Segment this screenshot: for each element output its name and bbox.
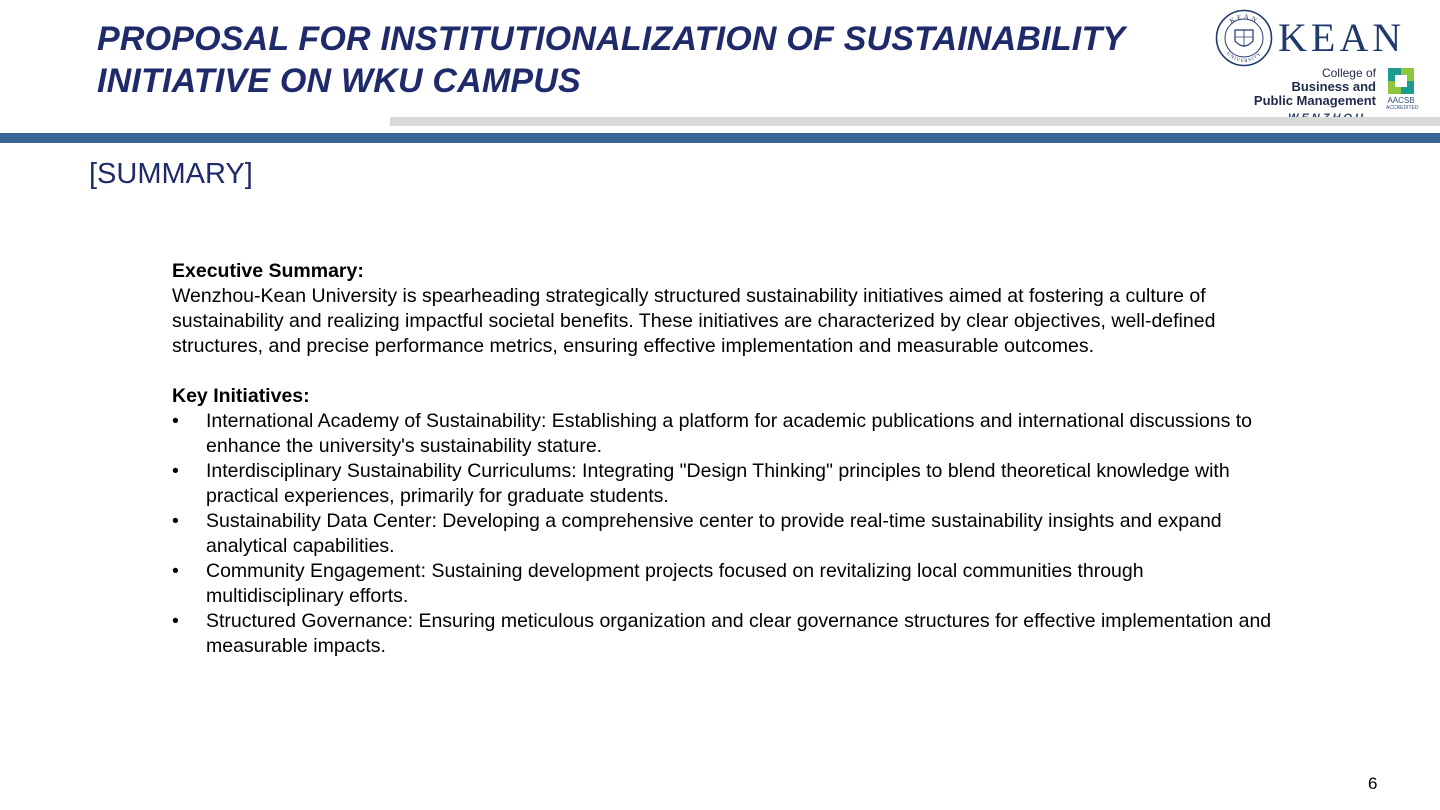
summary-content <box>172 259 1272 659</box>
executive-summary-body: Wenzhou-Kean University is spearheading strategically structured sustainability initiatives aimed at fostering a culture of sustainability and realizing impactful societal benefits. These initiatives are characterized by clear objectives, well-defined structures, and precise performance metrics, ensuring effective implementation and measurable outcomes. <box>172 285 1216 357</box>
initiative-text: Sustainability Data Center: Developing a comprehensive center to provide real-time sustainability insights and expand analytical capabilities. <box>206 510 1222 557</box>
key-initiatives-list <box>172 409 1272 659</box>
initiative-text: International Academy of Sustainability: Establishing a platform for academic publications and international discussions to enhance the university's sustainability stature. <box>206 410 1253 457</box>
initiative-text: Community Engagement: Sustaining development projects focused on revitalizing local communities through multidisciplinary efforts. <box>206 560 1144 607</box>
svg-text:KEAN <box>1228 13 1260 25</box>
seal-top-text: KEAN <box>1228 12 1260 26</box>
key-initiatives-heading: Key Initiatives: <box>172 385 310 407</box>
aacsb-badge <box>1386 66 1419 114</box>
aacsb-logo-icon <box>1386 66 1416 96</box>
list-item <box>172 559 1272 609</box>
list-item <box>172 409 1272 459</box>
list-item <box>172 459 1272 509</box>
list-item <box>172 609 1272 659</box>
title-line-2: INITIATIVE ON WKU CAMPUS <box>97 62 581 100</box>
college-line-1: College of <box>1321 66 1376 80</box>
title-line-1: PROPOSAL FOR INSTITUTIONALIZATION OF SUSTAINABILITY <box>97 20 1126 58</box>
list-item <box>172 509 1272 559</box>
university-seal-icon <box>1215 9 1273 67</box>
college-line-3: Public Management <box>1253 93 1376 108</box>
seal-bottom-text: UNIVERSITY <box>1224 51 1264 65</box>
kean-wordmark: KEAN <box>1278 15 1406 60</box>
aacsb-label <box>1386 96 1419 111</box>
initiative-text: Structured Governance: Ensuring meticulous organization and clear governance structures for effective implementation and measurable impacts. <box>206 610 1272 657</box>
initiative-text: Interdisciplinary Sustainability Curriculums: Integrating "Design Thinking" principles to blend theoretical knowledge with practical experiences, primarily for graduate students. <box>206 460 1230 507</box>
bullet-icon: • <box>172 610 179 632</box>
gray-divider <box>390 117 1440 126</box>
college-name <box>1254 66 1376 108</box>
executive-summary-heading: Executive Summary: <box>172 260 364 282</box>
blue-divider <box>0 133 1440 143</box>
kean-logo <box>1212 6 1434 128</box>
section-label: [SUMMARY] <box>89 158 253 190</box>
spacer <box>172 359 1272 384</box>
page-number: 6 <box>1368 774 1378 793</box>
aacsb-name: AACSB <box>1387 96 1415 105</box>
bullet-icon: • <box>172 560 179 582</box>
college-line-2: Business and <box>1291 79 1376 94</box>
aacsb-sub: ACCREDITED <box>1386 105 1419 111</box>
slide-title <box>97 18 1197 102</box>
bullet-icon: • <box>172 460 179 482</box>
bullet-icon: • <box>172 510 179 532</box>
bullet-icon: • <box>172 410 179 432</box>
